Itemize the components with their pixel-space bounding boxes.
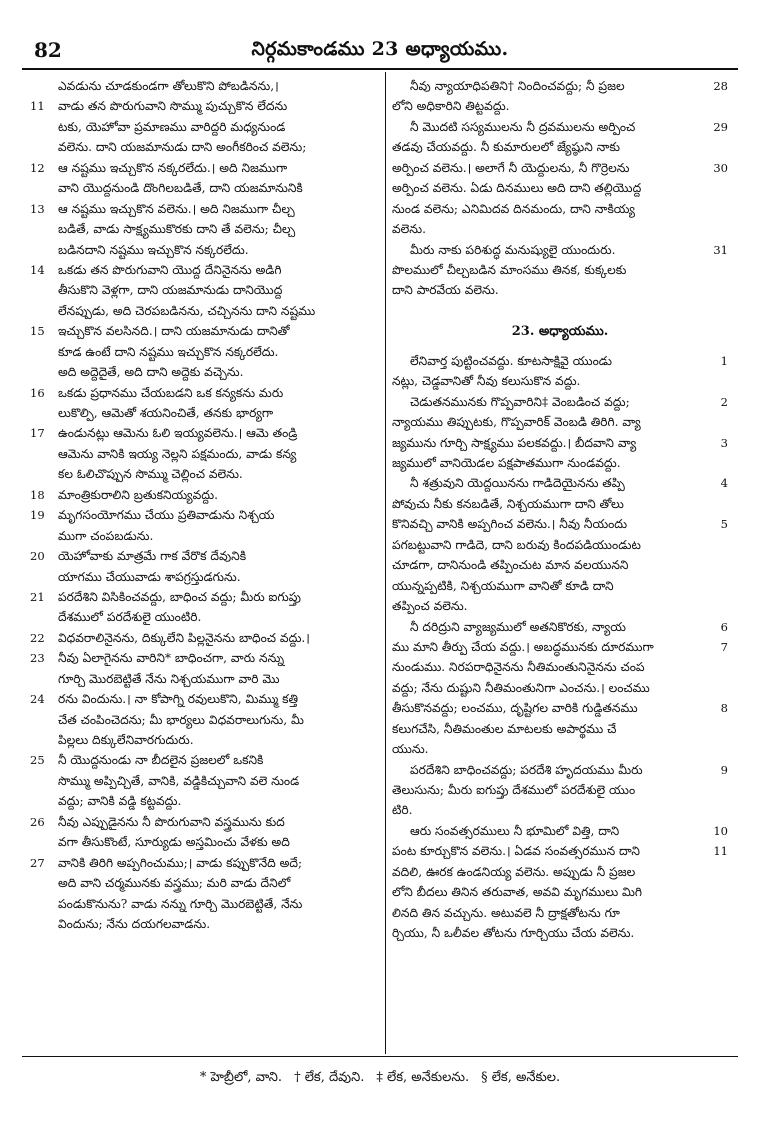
text-line: [30, 587, 380, 607]
verse-text: లేనివార్త పుట్టించవద్దు. కూటసాక్షివై యుండు: [410, 353, 613, 368]
verse-text: తీసుకొని వెళ్లగా, దాని యజమానుడు దానియొద్ద: [58, 283, 283, 298]
verse-text: యున్నప్పటికి, నిశ్చయముగా వానితో కూడి దాని: [392, 578, 614, 593]
verse-text: వద్దు; నేను దుష్టుని నీతిమంతునిగా ఎంచను.। లంచము: [392, 680, 650, 695]
verse-text: కొనివచ్చి వానికి అప్పగించ వలెను.। నీవు నీయందు: [392, 517, 628, 532]
verse-text: ఆ నష్టము ఇచ్చుకొన వలెను.। అది నిజముగా చీల్చ: [58, 201, 295, 216]
text-line: [392, 76, 728, 96]
verse-text: మృగసంయోగము చేయు ప్రతివాడును నిశ్చయ: [58, 508, 275, 523]
text-line: [30, 362, 380, 382]
text-line: [392, 260, 728, 280]
text-line: [392, 719, 728, 739]
verse-number: 7: [720, 639, 728, 654]
verse-text: తెలుసును; మీరు ఐగుప్తు దేశములో పరదేశులై యుం: [392, 783, 636, 797]
text-line: [30, 832, 380, 852]
text-line: [392, 760, 728, 780]
text-line: [30, 894, 380, 914]
verse-number: 29: [713, 119, 728, 134]
verse-text: పొలములో చీల్చబడిన మాంసము తినక, కుక్కలకు: [392, 262, 627, 277]
text-line: [30, 219, 380, 239]
text-line: [30, 853, 380, 873]
text-line: [30, 567, 380, 587]
text-line: [30, 137, 380, 157]
verse-number: 18: [30, 487, 45, 502]
verse-number: 8: [720, 701, 728, 716]
verse-text: పోవుచు నీకు కనబడితే, నిశ్చయముగా దాని తోలు: [392, 496, 624, 511]
verse-number: 22: [30, 630, 45, 645]
text-line: [30, 812, 380, 832]
verse-number: 5: [720, 517, 728, 532]
verse-number: 28: [713, 79, 728, 93]
right-column: [392, 76, 728, 944]
verse-text: పిల్లలు దిక్కులేనివారగుదురు.: [58, 733, 194, 747]
text-line: [392, 841, 728, 861]
footnote-item: * హెబ్రీలో, వాని.: [199, 1070, 283, 1085]
verse-text: విధవరాలినైనను, దిక్కులేని పిల్లనైనను బాధించ వద్దు.।: [58, 630, 310, 645]
verse-number: 1: [720, 353, 728, 368]
text-line: [30, 117, 380, 137]
verse-number: 14: [30, 262, 45, 277]
footnote-item: § లేక, అనేకుల.: [481, 1070, 561, 1085]
text-line: [392, 882, 728, 902]
verse-number: 3: [720, 435, 728, 450]
verse-text: ఎవడును చూడకుండగా తోలుకొని పోబడినను,।: [58, 79, 279, 93]
text-line: [30, 873, 380, 893]
verse-text: లేనప్పుడు, అది చెరపబడినను, చచ్చినను దాని నష్టము: [58, 303, 316, 318]
text-line: [392, 780, 728, 800]
text-line: [30, 485, 380, 505]
text-line: [392, 178, 728, 198]
verse-number: 19: [30, 508, 45, 523]
text-line: [30, 669, 380, 689]
verse-number: 30: [713, 160, 728, 175]
text-line: [392, 821, 728, 841]
verse-text: ఒకడు తన పొరుగువాని యొద్ద దేనినైనను అడిగి: [58, 262, 282, 277]
verse-text: మాంత్రికురాలిని బ్రతుకనియ్యవద్దు.: [58, 487, 218, 502]
text-line: [30, 178, 380, 198]
verse-text: లుకొల్పి, ఆమెతో శయనించితే, తనకు భార్యగా: [58, 406, 274, 420]
verse-number: 24: [30, 692, 45, 707]
text-line: [30, 342, 380, 362]
text-line: [30, 750, 380, 770]
text-line: [30, 383, 380, 403]
text-line: [392, 137, 728, 157]
verse-text: ము మాని తీర్పు చేయ వద్దు.। అబద్ధమునకు దూరముగా: [392, 639, 654, 654]
footnote-rule: [22, 1056, 738, 1057]
verse-text: ఇచ్చుకొన వలసినది.। దాని యజమానుడు దానితో: [58, 324, 290, 339]
text-line: [30, 158, 380, 178]
text-line: [392, 494, 728, 514]
text-line: [392, 158, 728, 178]
verse-text: ర్చియు, నీ ఒలీవల తోటను గూర్చియు చేయ వలెను.: [392, 926, 635, 941]
text-line: [30, 505, 380, 525]
verse-text: ఆమెను వానికి ఇయ్య నెల్లని పక్షమందు, వాడు కన్య: [58, 446, 297, 461]
text-line: [30, 914, 380, 934]
right-column-verses-bottom: [392, 351, 728, 944]
verse-text: నీవు న్యాయాధిపతిని† నిందించవద్దు; నీ ప్రజల: [410, 79, 625, 93]
verse-text: నీ దరిద్రుని వ్యాజ్యములో అతనికొరకు, న్యాయ: [410, 619, 626, 634]
verse-text: దేశములో పరదేశులై యుంటిరి.: [58, 610, 202, 625]
text-line: [30, 260, 380, 280]
verse-text: నీ యొద్దనుండు నా బీదలైన ప్రజలలో ఒకనికి: [58, 753, 264, 768]
verse-number: 9: [720, 762, 728, 777]
verse-text: మీరు నాకు పరిశుద్ధ మనుష్యులై యుందురు.: [410, 242, 616, 257]
verse-text: వాడు తన పొరుగువాని సొమ్ము పుచ్చుకొన లేదను: [58, 99, 288, 114]
verse-text: అది వాని చర్మమునకు వస్త్రము; మరి వాడు దేనిలో: [58, 876, 291, 891]
verse-number: 10: [713, 823, 728, 838]
verse-text: తీసుకొనవద్దు; లంచము, దృష్టిగల వారికి గుడ్డితనము: [392, 701, 638, 716]
text-line: [30, 771, 380, 791]
verse-text: పరదేశిని విసికించవద్దు, బాధించ వద్దు; మీరు ఐగుప్తు: [58, 589, 301, 604]
verse-number: 6: [720, 619, 728, 634]
text-line: [30, 301, 380, 321]
right-column-verses-top: [392, 76, 728, 301]
verse-text: యాగము చేయువాడు శాపగ్రస్తుడగును.: [58, 569, 241, 584]
verse-text: వలెను.: [392, 222, 426, 237]
text-line: [392, 739, 728, 759]
verse-text: లోని అధికారిని తిట్టవద్దు.: [392, 99, 510, 114]
page-header: [0, 0, 760, 62]
verse-number: 11: [30, 99, 45, 114]
verse-text: ఆ నష్టము ఇచ్చుకొన నక్కరలేదు.। అది నిజముగా: [58, 160, 288, 175]
verse-text: టిరి.: [392, 803, 413, 818]
verse-text: చేత చంపించెదను; మీ భార్యలు విధవరాలుగును, మీ: [58, 712, 304, 727]
verse-text: యును.: [392, 742, 429, 757]
verse-text: నీ మొదటి సస్యములను నీ ద్రవములను అర్పించ: [410, 119, 636, 134]
text-line: [392, 351, 728, 371]
verse-text: ఒకడు ప్రధానము చేయబడని ఒక కన్యకను మరు: [58, 385, 284, 400]
verse-text: రను విందును.। నా కోపాగ్ని రవులుకొని, మిమ్ము కత్తి: [58, 692, 299, 707]
text-line: [30, 403, 380, 423]
text-line: [30, 444, 380, 464]
left-column: [30, 76, 380, 934]
running-title: నిర్గమకాండము 23 అధ్యాయము.: [251, 38, 509, 60]
text-line: [392, 473, 728, 493]
verse-text: లినది తిన వచ్చును. అటువలె నీ ద్రాక్షతోటను గూ: [392, 905, 620, 920]
text-line: [392, 392, 728, 412]
verse-number: 26: [30, 814, 45, 829]
verse-number: 4: [720, 476, 728, 491]
verse-text: వద్దు; వానికి వడ్డి కట్టవద్దు.: [58, 794, 182, 809]
verse-text: బడితే, వాడు సాక్ష్యముకొరకు దాని తే వలెను; చీల్చ: [58, 222, 296, 237]
verse-text: జ్యమును గూర్చి సాక్ష్యము పలకవద్దు.। బీదవాని వ్యా: [392, 435, 637, 450]
verse-text: నీ శత్రువుని యెద్దయినను గాడిదెయైనను తప్పి: [410, 476, 625, 491]
text-line: [392, 117, 728, 137]
verse-number: 25: [30, 753, 45, 768]
text-line: [392, 576, 728, 596]
verse-text: వానికి తిరిగి అప్పగించుము;। వాడు కప్పుకొనేది అదే;: [58, 855, 303, 870]
verse-text: పగబట్టువాని గాడిదె, దాని బరువు కిందపడియుండుట: [392, 537, 641, 552]
text-line: [30, 76, 380, 96]
footnote-item: † లేక, దేవుని.: [294, 1070, 365, 1085]
verse-text: యెహోవాకు మాత్రమే గాక వేరొక దేవునికి: [58, 549, 247, 564]
verse-text: చెడుతనమునకు గొప్పవారిని‡ వెంబడించ వద్దు;: [410, 394, 630, 409]
text-line: [392, 433, 728, 453]
text-line: [30, 423, 380, 443]
text-line: [30, 280, 380, 300]
verse-text: నీవు ఏలాగైనను వారిని* బాధించగా, వారు నన్ను: [58, 651, 285, 666]
text-line: [392, 240, 728, 260]
verse-text: దాని పారవేయ వలెను.: [392, 283, 499, 298]
text-line: [392, 617, 728, 637]
text-line: [392, 657, 728, 677]
verse-number: 31: [713, 242, 728, 257]
text-line: [30, 321, 380, 341]
verse-number: 12: [30, 160, 45, 175]
text-line: [392, 412, 728, 432]
verse-number: 27: [30, 855, 45, 870]
verse-number: 17: [30, 426, 45, 441]
verse-text: పంట కూర్చుకొన వలెను.। ఏడవ సంవత్సరమున దాని: [392, 844, 640, 859]
chapter-heading: 23. అధ్యాయము.: [511, 323, 609, 339]
text-line: [392, 800, 728, 820]
verse-number: 15: [30, 324, 45, 339]
verse-text: చూడగా, దానినుండి తప్పించుట మాన వలయునని: [392, 558, 629, 573]
header-rule: [22, 68, 738, 70]
text-line: [392, 96, 728, 116]
verse-text: కూడ ఉంటే దాని నష్టము ఇచ్చుకొన నక్కరలేదు.: [58, 344, 279, 359]
verse-text: నట్లు, చెడ్డవానితో నీవు కలుసుకొన వద్దు.: [392, 374, 581, 389]
text-line: [30, 546, 380, 566]
footnotes: [0, 1070, 760, 1088]
verse-number: 2: [720, 394, 728, 409]
text-line: [392, 862, 728, 882]
verse-text: లోని బీదలు తినిన తరువాత, అవవి మృగములు మిగి: [392, 885, 643, 900]
verse-number: 11: [713, 844, 728, 859]
verse-text: అర్పించ వలెను.। అలాగే నీ యెద్దులను, నీ గొర్రెలను: [392, 160, 630, 175]
verse-number: 23: [30, 651, 45, 666]
verse-text: కలుగచేసి, నీతిమంతుల మాటలకు అపార్థము చే: [392, 721, 617, 736]
text-line: [392, 698, 728, 718]
verse-text: కల ఓలిచొప్పున సొమ్ము చెల్లించ వలెను.: [58, 467, 243, 482]
verse-text: అర్పించ వలెను. ఏడు దినములు అది దాని తల్లియొద్ద: [392, 181, 642, 196]
verse-text: వలెను. దాని యజమానుడు దాని అంగీకరించ వలెను;: [58, 140, 307, 155]
verse-text: ఉండునట్లు ఆమెను ఓలి ఇయ్యవలెను.। ఆమె తండ్రి: [58, 426, 298, 441]
verse-text: ఆరు సంవత్సరములు నీ భూమిలో విత్తి, దాని: [410, 823, 620, 838]
verse-text: పరదేశిని బాధించవద్దు; పరదేశి హృదయము మీరు: [410, 762, 643, 777]
verse-text: నుండుము. నిరపరాధినైనను నీతిమంతునినైనను చంప: [392, 660, 645, 675]
verse-text: అది అద్దెదైతే, అది దాని అద్దెకు వచ్చెను.: [58, 365, 244, 380]
column-divider: [385, 72, 386, 1054]
text-line: [30, 240, 380, 260]
verse-number: 21: [30, 589, 45, 604]
verse-text: బడినదాని నష్టము ఇచ్చుకొన నక్కరలేదు.: [58, 242, 249, 257]
verse-text: తడవు చేయవద్దు. నీ కుమారులలో జ్యేష్ఠుని నాకు: [392, 140, 620, 155]
text-line: [30, 628, 380, 648]
verse-text: వగా తీసుకొంటే, సూర్యుడు అస్తమించు వేళకు అది: [58, 835, 290, 850]
text-line: [392, 903, 728, 923]
verse-text: న్యాయము తిప్పుటకు, గొప్పవారిక్ వెంబడి తిరిగి. వ్యా: [392, 415, 641, 430]
verse-number: 16: [30, 385, 45, 400]
verse-text: జ్యములో వానియెడల పక్షపాతముగా నుండవద్దు.: [392, 456, 621, 470]
section-gap: [392, 301, 728, 313]
text-line: [30, 199, 380, 219]
verse-text: విందును; నేను దయగలవాడను.: [58, 916, 211, 931]
text-line: [392, 371, 728, 391]
text-line: [392, 596, 728, 616]
text-line: [30, 607, 380, 627]
text-line: [392, 280, 728, 300]
text-line: [392, 535, 728, 555]
text-line: [30, 710, 380, 730]
text-line: [392, 555, 728, 575]
footnote-item: ‡ లేక, అనేకులను.: [376, 1070, 470, 1085]
page-number: 82: [34, 38, 62, 62]
text-line: [392, 219, 728, 239]
verse-text: నుండ వలెను; ఎనిమిదవ దినమందు, దాని నాకియ్య: [392, 201, 635, 216]
text-line: [392, 514, 728, 534]
text-line: [30, 526, 380, 546]
verse-text: నీవు ఎప్పుడైనను నీ పొరుగువాని వస్త్రమును కుద: [58, 814, 285, 829]
text-line: [392, 453, 728, 473]
verse-text: సొమ్ము అప్పిచ్చితే, వానికి, వడ్డికిచ్చువాని వలె నుండ: [58, 773, 300, 788]
text-line: [392, 199, 728, 219]
text-line: [30, 648, 380, 668]
verse-number: 20: [30, 549, 45, 564]
verse-text: గూర్చి మొరబెట్టితే నేను నిశ్చయముగా వారి మొ: [58, 671, 280, 686]
verse-text: టకు, యెహోవా ప్రమాణము వారిద్దరి మధ్యనుండ: [58, 119, 286, 134]
verse-number: 13: [30, 201, 45, 216]
text-line: [30, 730, 380, 750]
text-line: [392, 637, 728, 657]
text-line: [392, 923, 728, 943]
text-line: [30, 464, 380, 484]
verse-text: తప్పించ వలెను.: [392, 599, 468, 614]
verse-text: వదిలి, ఊరక ఉండనియ్య వలెను. అప్పుడు నీ ప్రజల: [392, 864, 636, 879]
verse-text: ముగా చంపబడును.: [58, 528, 154, 543]
verse-text: వాని యొద్దనుండి దొంగిలబడితే, దాని యజమానునికి: [58, 181, 303, 196]
text-line: [30, 96, 380, 116]
text-line: [30, 689, 380, 709]
text-line: [392, 678, 728, 698]
verse-text: పండుకొనును? వాడు నన్ను గూర్చి మొరబెట్టితే, నేను: [58, 896, 303, 911]
text-line: [30, 791, 380, 811]
